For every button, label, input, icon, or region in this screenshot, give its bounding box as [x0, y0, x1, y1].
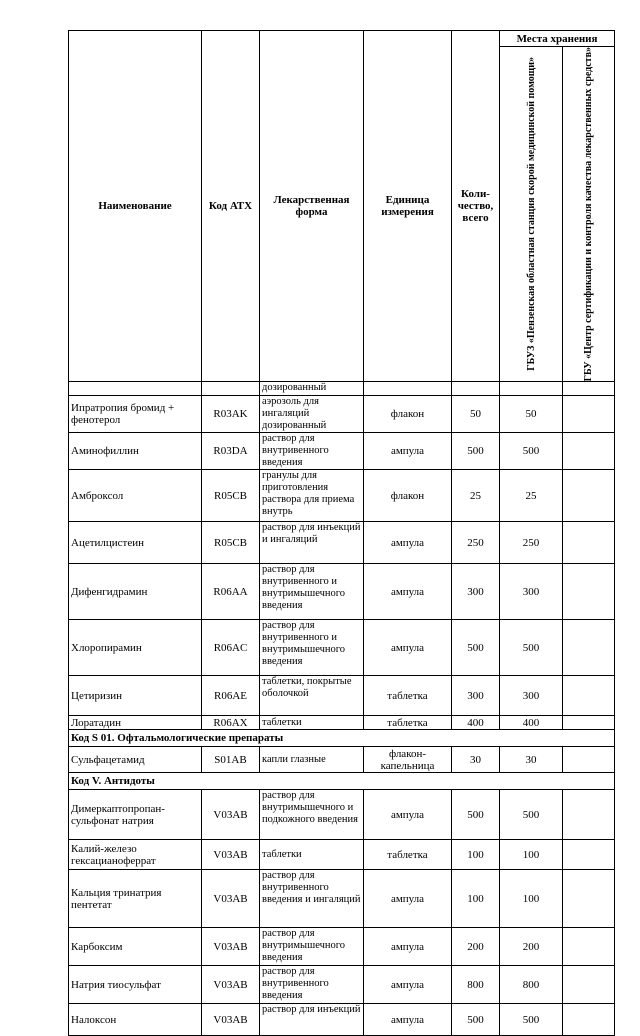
- cell-storage-2: [563, 747, 615, 773]
- cell-form: таблетки, покрытые оболочкой: [260, 676, 364, 716]
- cell-empty: [364, 382, 452, 396]
- cell-empty: [452, 382, 500, 396]
- storage-1-label: ГБУЗ «Пензенская областная станция скорой медицинской помощи»: [525, 57, 537, 372]
- cell-unit: флакон: [364, 470, 452, 522]
- cell-form: раствор для инъекций: [260, 1004, 364, 1036]
- cell-name: Хлоропирамин: [69, 620, 202, 676]
- cell-unit: флакон-капельница: [364, 747, 452, 773]
- cell-storage-1: 30: [500, 747, 563, 773]
- table-row: [69, 522, 615, 564]
- cell-atx: R06AE: [202, 676, 260, 716]
- cell-atx: V03AB: [202, 966, 260, 1004]
- cell-storage-2: [563, 966, 615, 1004]
- cell-storage-2: [563, 433, 615, 470]
- cell-qty: 100: [452, 870, 500, 928]
- cell-unit: таблетка: [364, 716, 452, 730]
- col-header-form: Лекарственная форма: [260, 31, 364, 382]
- cell-storage-2: [563, 840, 615, 870]
- cell-qty: 300: [452, 676, 500, 716]
- cell-storage-2: [563, 870, 615, 928]
- cell-name: Натрия тиосульфат: [69, 966, 202, 1004]
- cell-unit: таблетка: [364, 840, 452, 870]
- cell-storage-1: 25: [500, 470, 563, 522]
- cell-unit: ампула: [364, 433, 452, 470]
- cell-qty: 500: [452, 1004, 500, 1036]
- cell-name: Калий-железо гексацианоферрат: [69, 840, 202, 870]
- cell-storage-1: 500: [500, 433, 563, 470]
- cell-form: раствор для внутримышечного введения: [260, 928, 364, 966]
- cell-qty: 25: [452, 470, 500, 522]
- cell-empty: [500, 382, 563, 396]
- section-title: Код S 01. Офтальмологические препараты: [69, 730, 615, 747]
- cell-storage-1: 500: [500, 620, 563, 676]
- cell-form: раствор для внутривенного и внутримышечного введения: [260, 564, 364, 620]
- cell-atx: V03AB: [202, 870, 260, 928]
- cell-atx: R05CB: [202, 470, 260, 522]
- cell-name: Дифенгидрамин: [69, 564, 202, 620]
- cell-atx: S01AB: [202, 747, 260, 773]
- cell-form: раствор для внутривенного введения: [260, 966, 364, 1004]
- cell-unit: ампула: [364, 1004, 452, 1036]
- cell-form: аэрозоль для ингаляций дозированный: [260, 396, 364, 433]
- cell-name: Ипратропия бромид + фенотерол: [69, 396, 202, 433]
- cell-qty: 100: [452, 840, 500, 870]
- cell-unit: таблетка: [364, 676, 452, 716]
- cell-form: капли глазные: [260, 747, 364, 773]
- col-header-storage: Места хранения: [500, 31, 615, 47]
- col-header-storage-1: [500, 47, 563, 382]
- cell-form: гранулы для приготовления раствора для приема внутрь: [260, 470, 364, 522]
- cell-storage-1: 800: [500, 966, 563, 1004]
- table-row: [69, 747, 615, 773]
- table-row-continuation: [69, 382, 615, 396]
- cell-unit: ампула: [364, 928, 452, 966]
- col-header-atx: Код АТХ: [202, 31, 260, 382]
- cell-storage-2: [563, 790, 615, 840]
- cell-atx: R06AC: [202, 620, 260, 676]
- col-header-unit: Единица измерения: [364, 31, 452, 382]
- cell-atx: R06AX: [202, 716, 260, 730]
- col-header-name: Наименование: [69, 31, 202, 382]
- cell-name: Сульфацетамид: [69, 747, 202, 773]
- cell-atx: V03AB: [202, 840, 260, 870]
- table-row: [69, 564, 615, 620]
- cell-form: раствор для внутривенного и внутримышечного введения: [260, 620, 364, 676]
- cell-storage-1: 100: [500, 870, 563, 928]
- table-row: [69, 840, 615, 870]
- storage-2-label: ГБУ «Центр сертификации и контроля качества лекарственных средств»: [583, 47, 594, 382]
- cell-storage-1: 400: [500, 716, 563, 730]
- cell-name: Амброксол: [69, 470, 202, 522]
- cell-empty: [202, 382, 260, 396]
- cell-qty: 500: [452, 620, 500, 676]
- cell-name: Налоксон: [69, 1004, 202, 1036]
- cell-name: Лоратадин: [69, 716, 202, 730]
- cell-form: дозированный: [260, 382, 364, 396]
- cell-qty: 50: [452, 396, 500, 433]
- cell-storage-2: [563, 676, 615, 716]
- table-row: [69, 396, 615, 433]
- cell-storage-2: [563, 396, 615, 433]
- cell-empty: [563, 382, 615, 396]
- cell-qty: 200: [452, 928, 500, 966]
- cell-qty: 500: [452, 790, 500, 840]
- cell-storage-1: 200: [500, 928, 563, 966]
- cell-storage-2: [563, 928, 615, 966]
- cell-storage-2: [563, 716, 615, 730]
- cell-atx: R03DA: [202, 433, 260, 470]
- table-row: [69, 928, 615, 966]
- cell-atx: V03AB: [202, 928, 260, 966]
- cell-storage-2: [563, 470, 615, 522]
- cell-empty: [69, 382, 202, 396]
- cell-qty: 250: [452, 522, 500, 564]
- col-header-qty: Коли-чество, всего: [452, 31, 500, 382]
- cell-form: раствор для внутримышечного и подкожного введения: [260, 790, 364, 840]
- table-row: [69, 620, 615, 676]
- cell-qty: 800: [452, 966, 500, 1004]
- cell-unit: ампула: [364, 522, 452, 564]
- cell-unit: ампула: [364, 870, 452, 928]
- section-header-row: [69, 730, 615, 747]
- cell-unit: флакон: [364, 396, 452, 433]
- table-row: [69, 870, 615, 928]
- cell-atx: R03AK: [202, 396, 260, 433]
- table-row: [69, 716, 615, 730]
- cell-name: Цетиризин: [69, 676, 202, 716]
- cell-unit: ампула: [364, 790, 452, 840]
- cell-unit: ампула: [364, 966, 452, 1004]
- cell-form: раствор для внутривенного введения: [260, 433, 364, 470]
- table-row: [69, 1004, 615, 1036]
- cell-atx: R06AA: [202, 564, 260, 620]
- cell-qty: 300: [452, 564, 500, 620]
- cell-storage-1: 50: [500, 396, 563, 433]
- cell-storage-1: 250: [500, 522, 563, 564]
- cell-form: таблетки: [260, 716, 364, 730]
- cell-name: Кальция тринатрия пентетат: [69, 870, 202, 928]
- cell-qty: 500: [452, 433, 500, 470]
- cell-atx: V03AB: [202, 790, 260, 840]
- cell-name: Карбоксим: [69, 928, 202, 966]
- cell-storage-1: 500: [500, 1004, 563, 1036]
- cell-unit: ампула: [364, 564, 452, 620]
- cell-qty: 400: [452, 716, 500, 730]
- medicines-table: [68, 30, 615, 1036]
- cell-form: таблетки: [260, 840, 364, 870]
- cell-storage-1: 500: [500, 790, 563, 840]
- cell-storage-1: 300: [500, 564, 563, 620]
- table-row: [69, 966, 615, 1004]
- table-row: [69, 470, 615, 522]
- cell-storage-2: [563, 620, 615, 676]
- cell-atx: R05CB: [202, 522, 260, 564]
- cell-name: Ацетилцистеин: [69, 522, 202, 564]
- cell-form: раствор для внутривенного введения и ингаляций: [260, 870, 364, 928]
- cell-storage-1: 300: [500, 676, 563, 716]
- col-header-storage-2: [563, 47, 615, 382]
- cell-storage-1: 100: [500, 840, 563, 870]
- section-header-row: [69, 773, 615, 790]
- cell-storage-2: [563, 564, 615, 620]
- cell-storage-2: [563, 522, 615, 564]
- table-row: [69, 676, 615, 716]
- cell-qty: 30: [452, 747, 500, 773]
- cell-form: раствор для инъекций и ингаляций: [260, 522, 364, 564]
- section-title: Код V. Антидоты: [69, 773, 615, 790]
- table-row: [69, 433, 615, 470]
- table-row: [69, 790, 615, 840]
- cell-storage-2: [563, 1004, 615, 1036]
- cell-name: Димеркаптопропан-сульфонат натрия: [69, 790, 202, 840]
- cell-atx: V03AB: [202, 1004, 260, 1036]
- cell-unit: ампула: [364, 620, 452, 676]
- cell-name: Аминофиллин: [69, 433, 202, 470]
